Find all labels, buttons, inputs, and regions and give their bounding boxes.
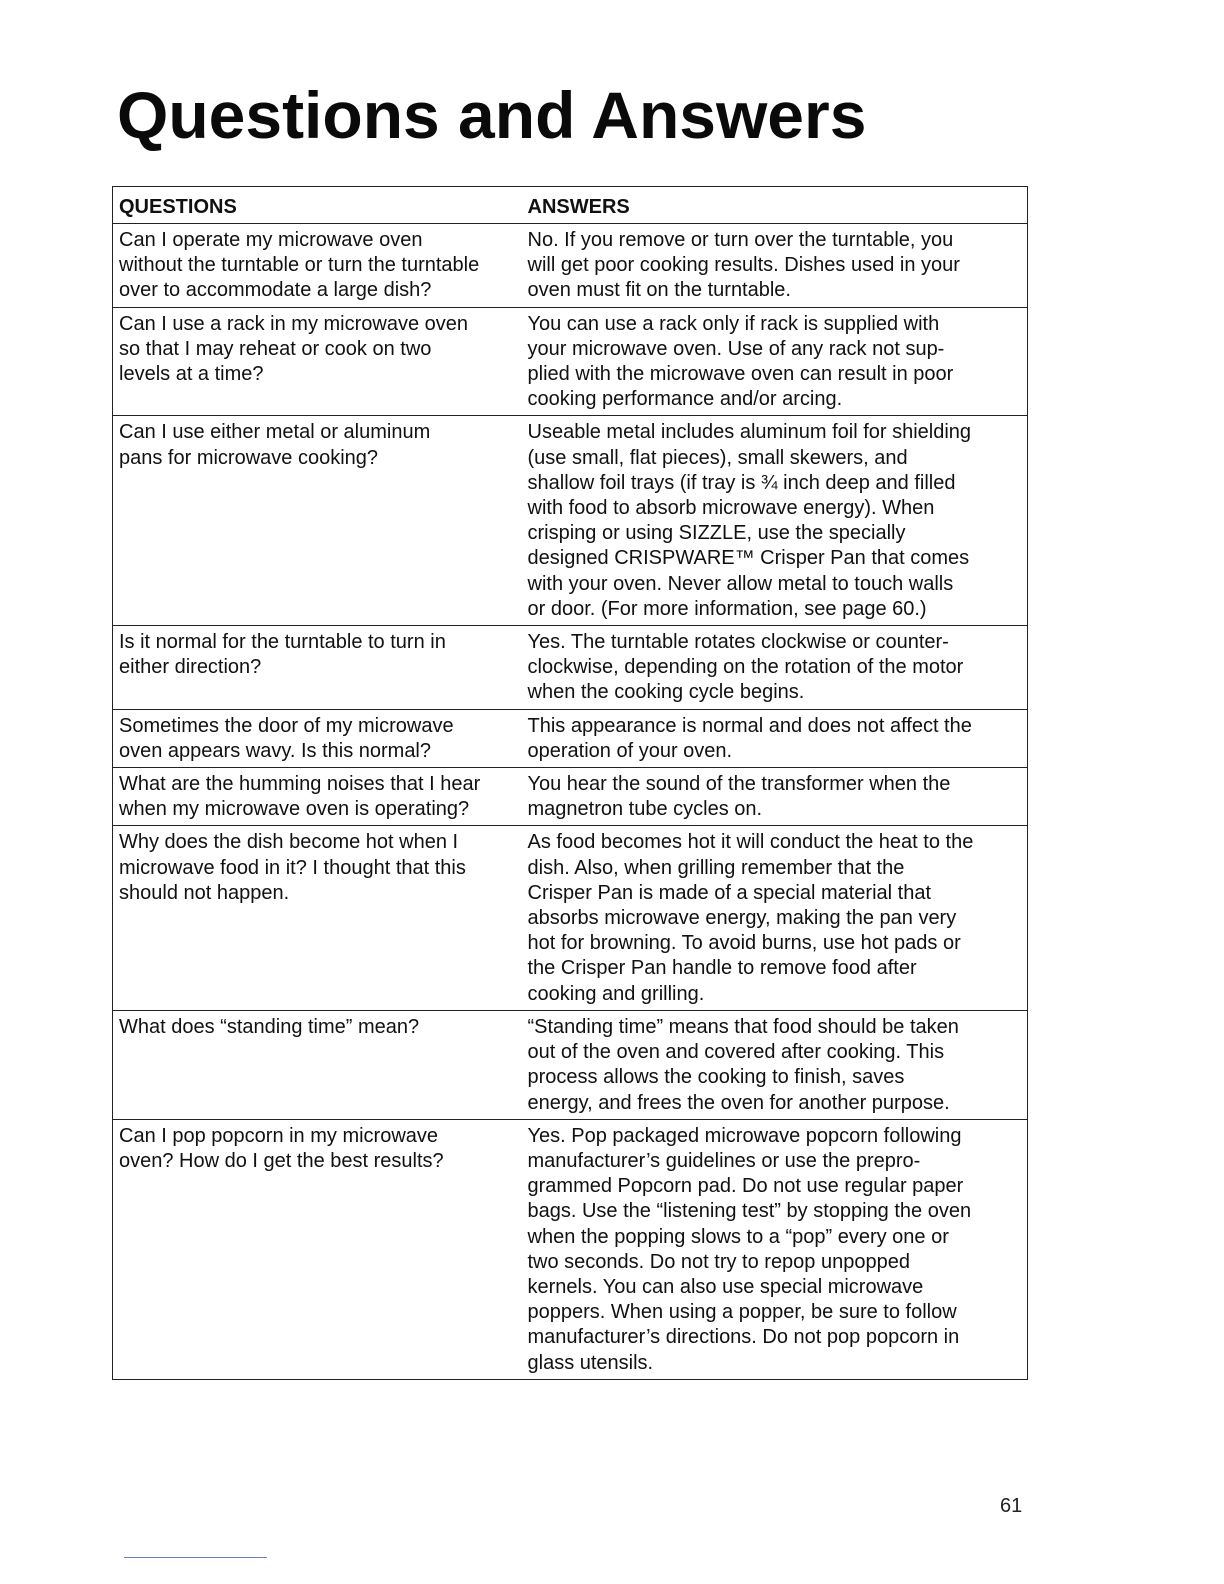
answer-cell: No. If you remove or turn over the turntable, you will get poor cooking results. Dishes used in your oven must fit on the turntable. [523, 224, 1028, 308]
footer-divider [124, 1557, 267, 1558]
question-cell: What does “standing time” mean? [113, 1010, 523, 1119]
answer-cell: You can use a rack only if rack is supplied with your microwave oven. Use of any rack not sup- plied with the microwave oven can result in poor cooking performance and/or arcing. [523, 307, 1028, 416]
answer-cell: Yes. The turntable rotates clockwise or counter- clockwise, depending on the rotation of the motor when the cooking cycle begins. [523, 626, 1028, 710]
qa-table [112, 186, 1028, 1380]
question-cell: What are the humming noises that I hear when my microwave oven is operating? [113, 768, 523, 826]
answers-column-header: ANSWERS [523, 187, 1028, 224]
question-cell: Can I use a rack in my microwave oven so that I may reheat or cook on two levels at a time? [113, 307, 523, 416]
table-row [113, 307, 1028, 416]
table-row [113, 826, 1028, 1010]
table-row [113, 1119, 1028, 1379]
table-row [113, 626, 1028, 710]
answer-cell: Yes. Pop packaged microwave popcorn following manufacturer’s guidelines or use the prepro- grammed Popcorn pad. Do not use regular paper bags. Use the “listening test” by stopping the oven when the popping slows to a “pop” every one or two seconds. Do not try to repop unpopped kernels. You can also use special microwave poppers. When using a popper, be sure to follow manufacturer’s directions. Do not pop popcorn in glass utensils. [523, 1119, 1028, 1379]
answer-cell: This appearance is normal and does not affect the operation of your oven. [523, 709, 1028, 767]
table-row [113, 1010, 1028, 1119]
table-header-row [113, 187, 1028, 224]
answer-cell: “Standing time” means that food should be taken out of the oven and covered after cooking. This process allows the cooking to finish, saves energy, and frees the oven for another purpose. [523, 1010, 1028, 1119]
table-row [113, 224, 1028, 308]
question-cell: Is it normal for the turntable to turn in either direction? [113, 626, 523, 710]
question-cell: Sometimes the door of my microwave oven appears wavy. Is this normal? [113, 709, 523, 767]
question-cell: Why does the dish become hot when I microwave food in it? I thought that this should not happen. [113, 826, 523, 1010]
question-cell: Can I operate my microwave oven without the turntable or turn the turntable over to accommodate a large dish? [113, 224, 523, 308]
table-row [113, 768, 1028, 826]
page-number: 61 [1000, 1495, 1023, 1517]
question-cell: Can I use either metal or aluminum pans for microwave cooking? [113, 416, 523, 626]
questions-column-header: QUESTIONS [113, 187, 523, 224]
page-title: Questions and Answers [117, 78, 867, 152]
question-cell: Can I pop popcorn in my microwave oven? How do I get the best results? [113, 1119, 523, 1379]
table-row [113, 709, 1028, 767]
answer-cell: Useable metal includes aluminum foil for shielding (use small, flat pieces), small skewers, and shallow foil trays (if tray is ¾ inch deep and filled with food to absorb microwave energy). When crisping or using SIZZLE, use the specially designed CRISPWARE™ Crisper Pan that comes with your oven. Never allow metal to touch walls or door. (For more information, see page 60.) [523, 416, 1028, 626]
answer-cell: You hear the sound of the transformer when the magnetron tube cycles on. [523, 768, 1028, 826]
answer-cell: As food becomes hot it will conduct the heat to the dish. Also, when grilling remember that the Crisper Pan is made of a special material that absorbs microwave energy, making the pan very hot for browning. To avoid burns, use hot pads or the Crisper Pan handle to remove food after cooking and grilling. [523, 826, 1028, 1010]
table-row [113, 416, 1028, 626]
